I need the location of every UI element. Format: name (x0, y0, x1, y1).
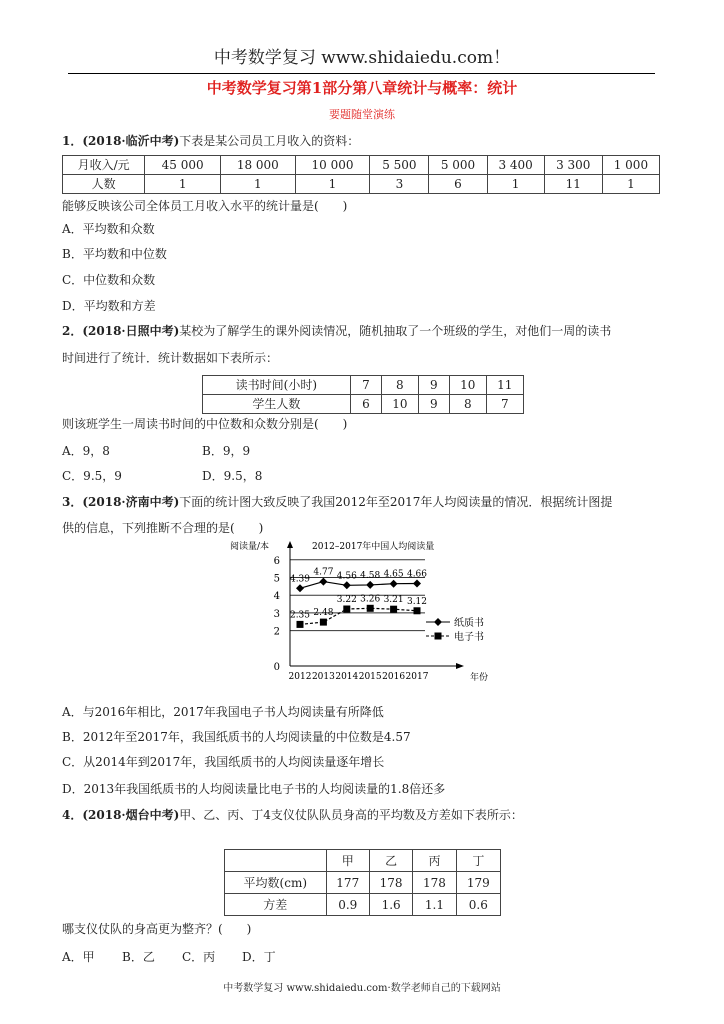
question-source: (2018·烟台中考) (82, 808, 180, 822)
table-cell: 学生人数 (203, 395, 351, 414)
table-cell: 读书时间(小时) (203, 376, 351, 395)
question-text: 下面的统计图大致反映了我国2012年至2017年人均阅读量的情况．根据统计图提 (179, 495, 613, 509)
table-row (63, 175, 660, 194)
y-tick-label: 5 (273, 573, 280, 585)
y-tick-label: 6 (273, 555, 280, 567)
table-cell: 3 (370, 175, 429, 194)
table-cell: 0.9 (326, 894, 369, 916)
legend-label: 纸质书 (454, 618, 484, 629)
question-4 (62, 808, 523, 822)
option-c: C．中位数和众数 (62, 273, 156, 287)
table-cell: 8 (382, 376, 418, 395)
table-cell: 1 (602, 175, 659, 194)
x-tick-label: 2017 (405, 672, 429, 682)
chart-title: 2012–2017年中国人均阅读量 (312, 542, 435, 552)
question-text: 某校为了解学生的课外阅读情况，随机抽取了一个班级的学生，对他们一周的读书 (179, 324, 612, 338)
data-label: 2.48 (313, 608, 334, 619)
table-cell: 1 (145, 175, 221, 194)
table-row (203, 376, 524, 395)
table-cell: 月收入/元 (63, 156, 145, 175)
question-number: 4． (62, 808, 83, 822)
x-tick-label: 2013 (311, 672, 335, 682)
data-point-diamond (296, 584, 304, 592)
x-axis-arrow-icon (456, 663, 464, 669)
data-label: 3.21 (383, 595, 404, 606)
question-2 (62, 324, 611, 338)
legend-label: 电子书 (454, 632, 484, 643)
question-number: 3． (62, 495, 83, 509)
option-d: D．9.5，8 (202, 469, 263, 483)
y-tick-label: 2 (273, 626, 280, 638)
question-text-cont: 时间进行了统计．统计数据如下表所示： (62, 351, 279, 365)
option-a: A．甲 (62, 950, 95, 964)
data-point-square (320, 619, 327, 626)
data-point-square (343, 606, 350, 613)
question-text: 下表是某公司员工月收入的资料： (179, 134, 360, 148)
option-c: C．丙 (182, 950, 216, 964)
table-cell: 9 (418, 376, 449, 395)
table-cell: 丁 (456, 850, 500, 872)
option-d: D．2013年我国纸质书的人均阅读量比电子书的人均阅读量的1.8倍还多 (62, 782, 446, 796)
table-row (225, 850, 501, 872)
data-point-square (390, 606, 397, 613)
table-row (225, 894, 501, 916)
reading-time-table (202, 375, 524, 414)
data-point-diamond (413, 580, 421, 588)
option-a: A．平均数和众数 (62, 222, 155, 236)
option-d: D．丁 (242, 950, 276, 964)
table-cell: 3 300 (544, 156, 602, 175)
legend-diamond-icon (434, 618, 442, 626)
header-divider (68, 73, 655, 74)
table-cell: 1 (487, 175, 544, 194)
table-cell: 11 (486, 376, 523, 395)
option-d: D．平均数和方差 (62, 299, 156, 313)
option-b: B．9，9 (202, 444, 251, 458)
option-c: C．从2014年到2017年，我国纸质书的人均阅读量逐年增长 (62, 755, 385, 769)
y-tick-label: 0 (273, 662, 280, 673)
page-header: 中考数学复习 www.shidaiedu.com！ (213, 48, 511, 68)
table-row (225, 872, 501, 894)
table-cell: 丙 (413, 850, 456, 872)
table-cell: 1 000 (602, 156, 659, 175)
income-table (62, 155, 660, 194)
data-point-diamond (343, 581, 351, 589)
table-cell: 1.1 (413, 894, 456, 916)
data-label: 3.22 (336, 595, 357, 606)
table-cell: 5 000 (429, 156, 487, 175)
option-b: B．乙 (122, 950, 155, 964)
question-prompt: 哪支仪仗队的身高更为整齐？( ) (62, 922, 252, 936)
table-cell: 10 (450, 376, 486, 395)
y-axis-arrow-icon (287, 541, 293, 548)
question-source: (2018·济南中考) (82, 495, 180, 509)
data-label: 4.77 (313, 567, 334, 578)
data-point-square (367, 605, 374, 612)
data-label: 4.58 (360, 570, 381, 581)
table-cell: 178 (413, 872, 456, 894)
table-cell: 45 000 (145, 156, 221, 175)
x-tick-label: 2015 (358, 672, 382, 682)
x-tick-label: 2014 (335, 672, 359, 682)
table-cell: 人数 (63, 175, 145, 194)
table-cell: 1 (220, 175, 295, 194)
reading-chart (228, 538, 518, 688)
table-cell: 平均数(cm) (225, 872, 327, 894)
section-subtitle: 要题随堂演练 (329, 108, 395, 121)
question-number: 2． (62, 324, 83, 338)
data-label: 3.12 (406, 596, 428, 607)
table-cell: 5 500 (370, 156, 429, 175)
table-row (63, 156, 660, 175)
table-cell: 8 (450, 395, 486, 414)
question-number: 1． (62, 134, 83, 148)
table-cell: 方差 (225, 894, 327, 916)
question-3 (62, 495, 612, 509)
data-point-diamond (319, 578, 327, 586)
data-point-square (414, 607, 421, 614)
data-label: 2.35 (289, 610, 311, 621)
question-source: (2018·日照中考) (82, 324, 180, 338)
table-cell: 177 (326, 872, 369, 894)
table-cell: 178 (369, 872, 412, 894)
table-cell: 11 (544, 175, 602, 194)
y-tick-label: 3 (273, 608, 280, 620)
table-cell: 9 (418, 395, 449, 414)
table-cell: 10 (382, 395, 418, 414)
data-label: 4.39 (289, 574, 311, 585)
legend-square-icon (435, 633, 442, 640)
x-tick-label: 2012 (288, 672, 312, 682)
y-axis-label: 阅读量/本 (230, 542, 270, 552)
option-c: C．9.5，9 (62, 469, 122, 483)
y-tick-label: 4 (273, 591, 280, 603)
option-b: B．平均数和中位数 (62, 247, 167, 261)
page-footer: 中考数学复习 www.shidaiedu.com·数学老师自己的下载网站 (223, 983, 501, 994)
table-cell: 6 (350, 395, 381, 414)
table-cell: 1 (295, 175, 370, 194)
data-point-diamond (390, 580, 398, 588)
table-cell: 3 400 (487, 156, 544, 175)
table-cell: 1.6 (369, 894, 412, 916)
table-cell: 7 (486, 395, 523, 414)
data-label: 4.56 (336, 571, 357, 582)
table-cell: 18 000 (220, 156, 295, 175)
table-cell: 10 000 (295, 156, 370, 175)
series-line-paper (300, 582, 417, 589)
data-label: 4.65 (383, 569, 404, 580)
table-cell: 179 (456, 872, 500, 894)
document-title: 中考数学复习第1部分第八章统计与概率：统计 (206, 79, 518, 97)
table-cell (225, 850, 327, 872)
height-stats-table (224, 849, 501, 916)
table-cell: 6 (429, 175, 487, 194)
option-a: A．与2016年相比，2017年我国电子书人均阅读量有所降低 (62, 705, 384, 719)
x-tick-label: 2016 (382, 672, 406, 682)
question-text: 甲、乙、丙、丁4支仪仗队队员身高的平均数及方差如下表所示： (179, 808, 523, 822)
table-cell: 甲 (326, 850, 369, 872)
question-prompt: 则该班学生一周读书时间的中位数和众数分别是( ) (62, 417, 348, 431)
table-cell: 7 (350, 376, 381, 395)
question-1 (62, 134, 359, 148)
option-b: B．2012年至2017年，我国纸质书的人均阅读量的中位数是4.57 (62, 730, 411, 744)
option-a: A．9，8 (62, 444, 110, 458)
table-row (203, 395, 524, 414)
question-prompt: 能够反映该公司全体员工月收入水平的统计量是( ) (62, 199, 348, 213)
data-point-diamond (366, 581, 374, 589)
question-source: (2018·临沂中考) (82, 134, 180, 148)
table-cell: 乙 (369, 850, 412, 872)
table-cell: 0.6 (456, 894, 500, 916)
data-label: 3.26 (360, 594, 381, 605)
x-axis-label: 年份 (470, 673, 489, 683)
data-point-square (297, 621, 304, 628)
question-text-cont: 供的信息，下列推断不合理的是( ) (62, 521, 264, 535)
data-label: 4.66 (406, 569, 428, 580)
